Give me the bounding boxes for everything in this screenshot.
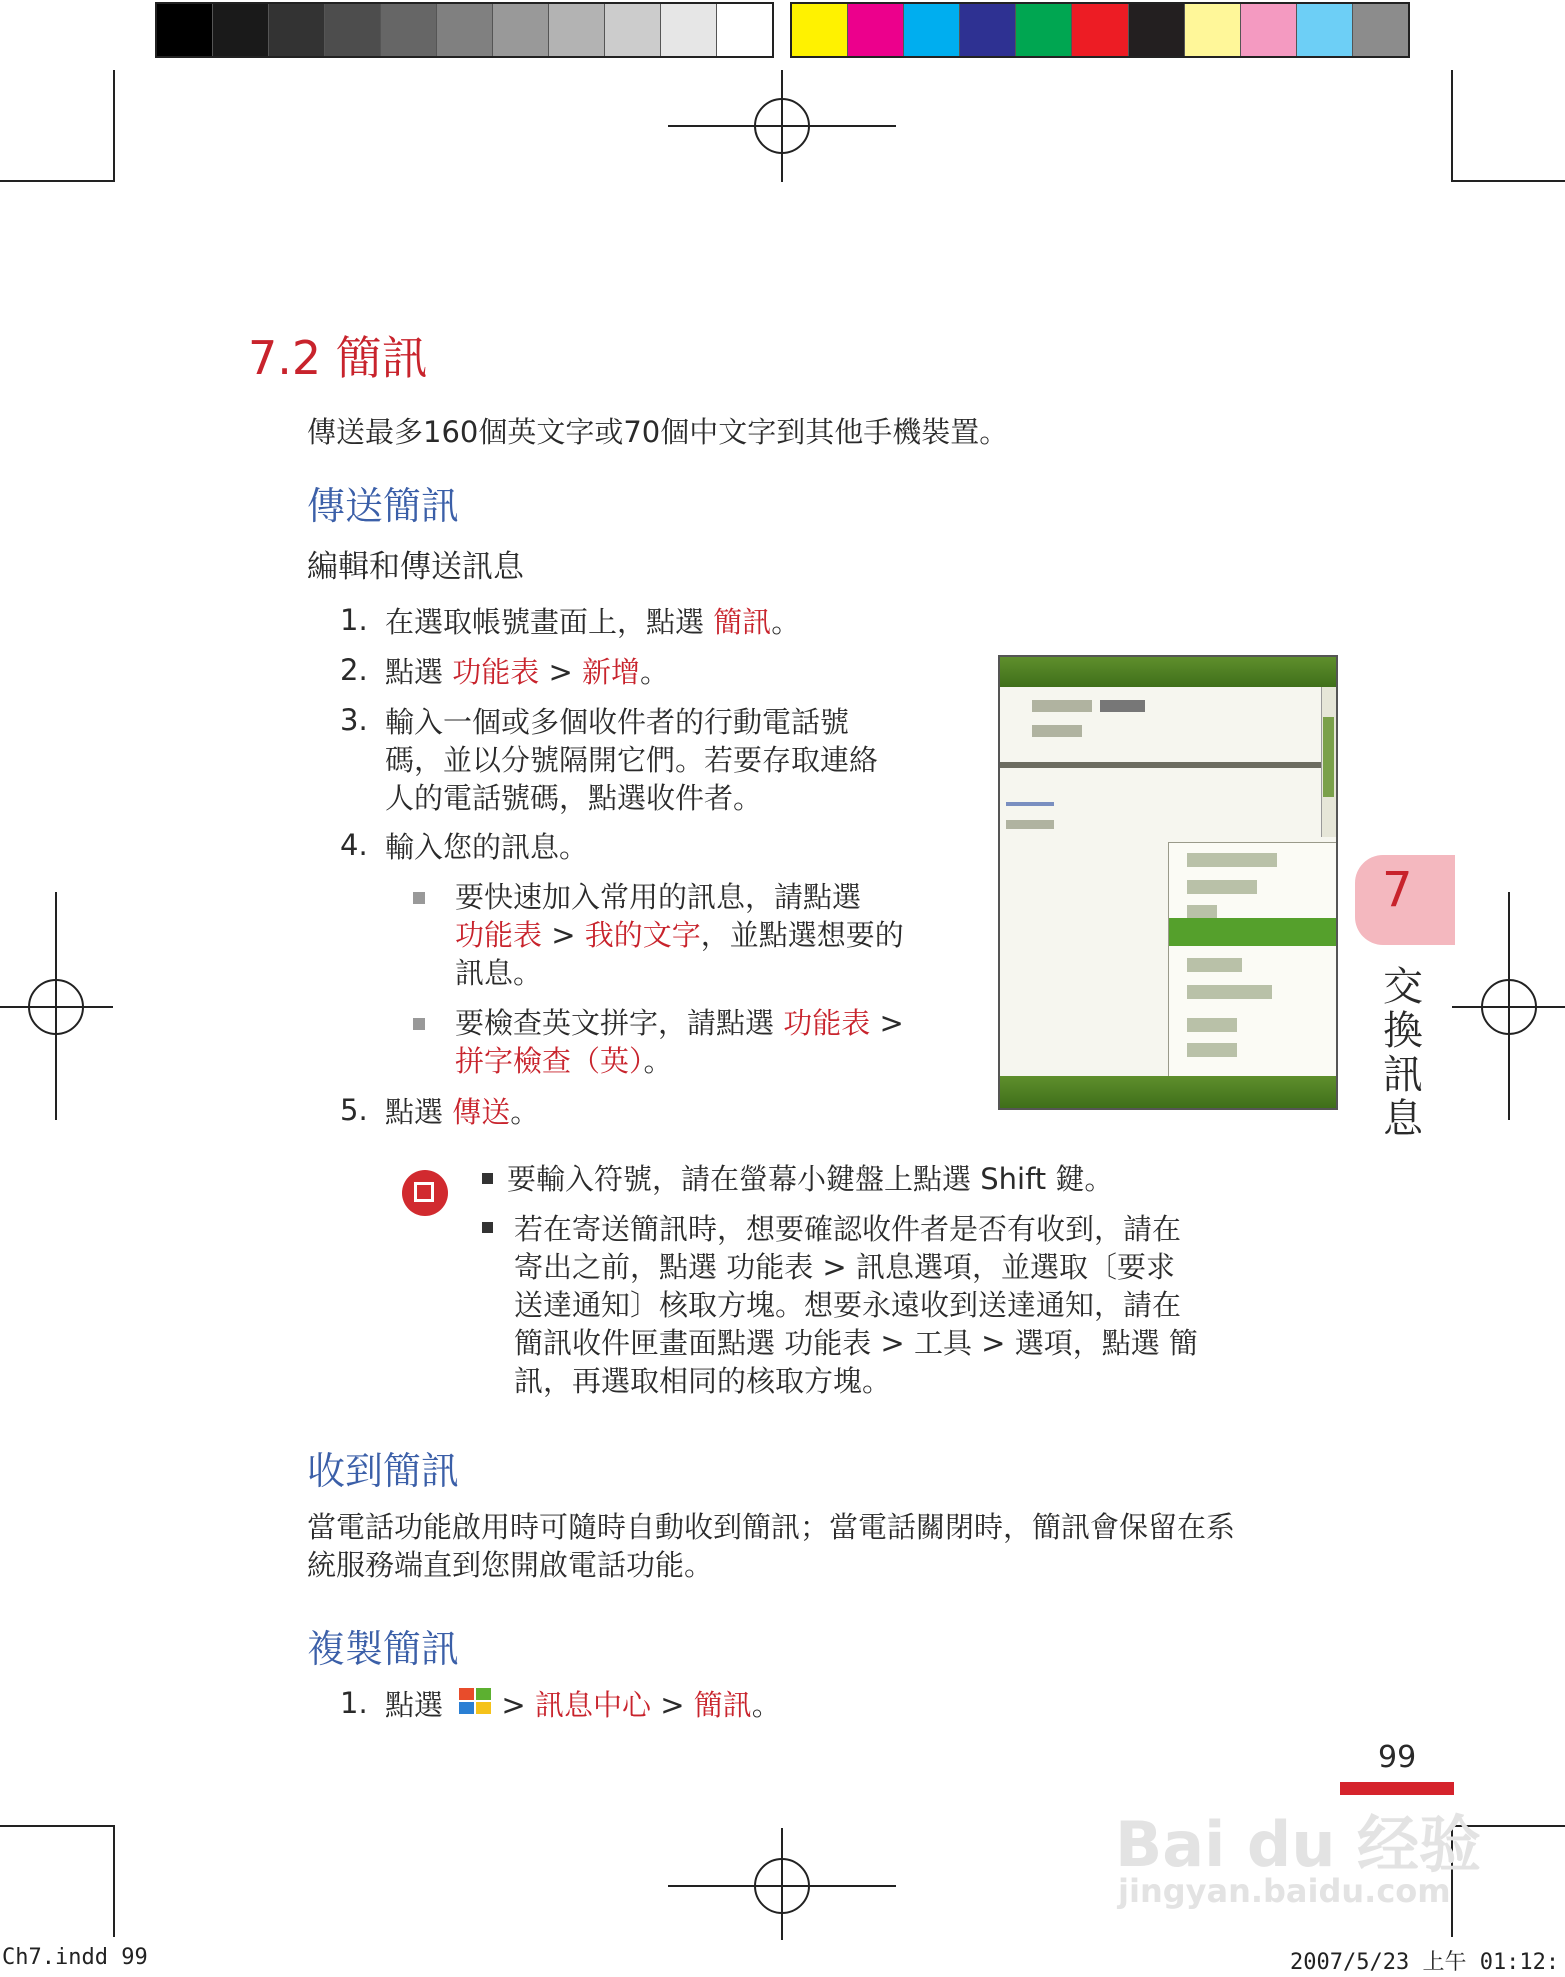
color-swatch xyxy=(1185,4,1241,56)
gray-swatch xyxy=(717,4,772,56)
send-step-2: 點選 功能表 > 新增。 xyxy=(385,655,670,689)
send-step-4: 輸入您的訊息。 xyxy=(385,830,589,864)
gray-swatch xyxy=(325,4,381,56)
color-swatch xyxy=(1072,4,1128,56)
crop-mark xyxy=(113,70,115,182)
device-screenshot xyxy=(998,655,1338,1110)
link-menu[interactable]: 功能表 xyxy=(452,655,540,689)
chapter-number: 7 xyxy=(1382,862,1413,918)
gray-swatch xyxy=(381,4,437,56)
edit-send-subheading: 編輯和傳送訊息 xyxy=(307,549,524,585)
copy-sms-heading: 複製簡訊 xyxy=(307,1627,460,1671)
crop-mark xyxy=(1451,180,1565,182)
gray-swatch xyxy=(269,4,325,56)
color-swatch xyxy=(960,4,1016,56)
section-title: 7.2 簡訊 xyxy=(248,331,428,385)
step-number: 4. xyxy=(340,828,368,862)
link-sms[interactable]: 簡訊 xyxy=(713,605,772,639)
scrollbar xyxy=(1321,687,1336,837)
page-number: 99 xyxy=(1378,1740,1417,1775)
context-menu xyxy=(1168,842,1338,1079)
gray-swatch xyxy=(549,4,605,56)
link-send[interactable]: 傳送 xyxy=(452,1095,511,1129)
color-swatch xyxy=(904,4,960,56)
bullet-marker xyxy=(482,1173,493,1184)
page-number-rule xyxy=(1340,1782,1454,1795)
chapter-title-vertical: 交 換 訊 息 xyxy=(1383,964,1423,1142)
copy-step-1: 點選 > 訊息中心 > 簡訊。 xyxy=(385,1688,781,1722)
note-bullet-1: 要輸入符號，請在螢幕小鍵盤上點選 Shift 鍵。 xyxy=(507,1162,1114,1196)
link-menu[interactable]: 功能表 xyxy=(783,1006,871,1040)
note-check-icon xyxy=(402,1170,448,1216)
windows-start-icon[interactable] xyxy=(459,1688,495,1718)
color-swatch xyxy=(1297,4,1353,56)
gray-swatch xyxy=(605,4,661,56)
crop-mark xyxy=(1451,70,1453,182)
gray-swatch xyxy=(213,4,269,56)
link-messaging[interactable]: 訊息中心 xyxy=(534,1688,651,1722)
bullet-marker xyxy=(413,1018,425,1030)
receive-sms-text: 當電話功能啟用時可隨時自動收到簡訊；當電話關閉時，簡訊會保留在系 統服務端直到您開啟電話功能。 xyxy=(307,1510,1236,1582)
footer-timestamp: 2007/5/23 上午 01:12: xyxy=(1290,1950,1560,1975)
step-number: 1. xyxy=(340,1686,368,1720)
menu-item-selected xyxy=(1169,918,1338,946)
link-spell-check[interactable]: 拼字檢查（英） xyxy=(455,1044,644,1078)
send-step-5: 點選 傳送。 xyxy=(385,1095,540,1129)
sub-bullet-my-text: 要快速加入常用的訊息，請點選 功能表 > 我的文字，並點選想要的 訊息。 xyxy=(455,880,904,990)
step-number: 1. xyxy=(340,603,368,637)
bullet-marker xyxy=(413,892,425,904)
send-step-3: 輸入一個或多個收件者的行動電話號 碼，並以分號隔開它們。若要存取連絡 人的電話號碼，點選收件者。 xyxy=(385,705,879,815)
section-intro: 傳送最多160個英文字或70個中文字到其他手機裝置。 xyxy=(307,415,1009,449)
link-new[interactable]: 新增 xyxy=(581,655,640,689)
watermark-url: jingyan.baidu.com xyxy=(1118,1872,1451,1910)
step-number: 3. xyxy=(340,703,368,737)
gray-swatch xyxy=(157,4,213,56)
gray-swatch xyxy=(437,4,493,56)
gray-swatch xyxy=(493,4,549,56)
step-number: 2. xyxy=(340,653,368,687)
color-swatch xyxy=(1129,4,1185,56)
send-sms-heading: 傳送簡訊 xyxy=(307,484,460,528)
soft-key-bar xyxy=(1000,1076,1336,1108)
color-calibration-bar xyxy=(790,2,1410,58)
step-number: 5. xyxy=(340,1093,368,1127)
receive-sms-heading: 收到簡訊 xyxy=(307,1449,460,1493)
crop-mark xyxy=(0,180,115,182)
title-bar xyxy=(1000,657,1336,687)
gray-swatch xyxy=(661,4,717,56)
color-swatch xyxy=(1016,4,1072,56)
color-swatch xyxy=(848,4,904,56)
color-swatch xyxy=(1353,4,1408,56)
watermark-logo: Bai du 经验 xyxy=(1115,1808,1482,1881)
sub-bullet-spell-check: 要檢查英文拼字，請點選 功能表 > 拼字檢查（英）。 xyxy=(455,1006,904,1078)
bullet-marker xyxy=(482,1222,493,1233)
footer-file-info: Ch7.indd 99 xyxy=(2,1945,148,1970)
link-my-text[interactable]: 我的文字 xyxy=(584,918,701,952)
crop-mark xyxy=(0,1825,115,1827)
note-bullet-2: 若在寄送簡訊時，想要確認收件者是否有收到，請在 寄出之前，點選 功能表 > 訊息選項，並選取〔要求 送達通知〕核取方塊。想要永遠收到送達通知，請在 簡訊收件匣畫面點選 功能表 > 工具 > 選項，點選 簡 訊，再選取相同的核取方塊。 xyxy=(514,1212,1198,1398)
link-menu[interactable]: 功能表 xyxy=(455,918,543,952)
grayscale-calibration-bar xyxy=(155,2,774,58)
color-swatch xyxy=(1241,4,1297,56)
send-step-1: 在選取帳號畫面上，點選 簡訊。 xyxy=(385,605,801,639)
link-sms[interactable]: 簡訊 xyxy=(693,1688,752,1722)
crop-mark xyxy=(113,1825,115,1937)
color-swatch xyxy=(792,4,848,56)
